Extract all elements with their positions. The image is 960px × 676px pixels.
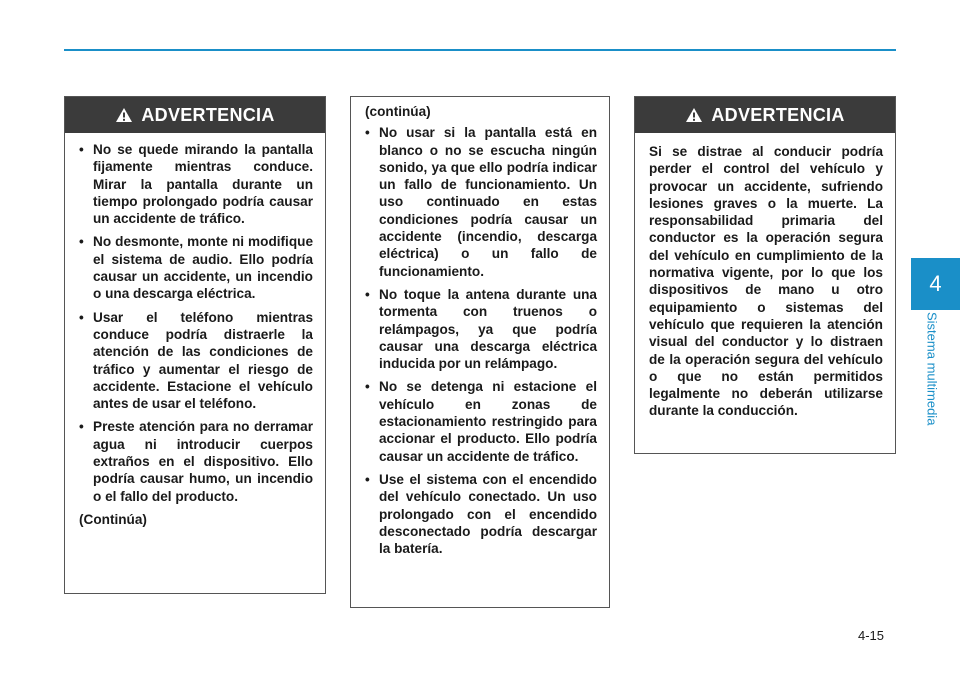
warning-header bbox=[65, 97, 325, 133]
warning-box-1 bbox=[64, 96, 326, 594]
warning-body bbox=[635, 133, 895, 420]
list-item: • No se quede mirando la pantalla fijamente mientras conduce. Mirar la pantalla durante un tiempo prolongado podría causar un accidente de tráfico. bbox=[79, 141, 313, 227]
warning-list bbox=[365, 124, 597, 557]
list-item: • No se detenga ni estacione el vehículo en zonas de estacionamiento restringido para accionar el producto. Ello podría causar un accidente de tráfico. bbox=[365, 378, 597, 464]
warning-header bbox=[635, 97, 895, 133]
continued-from-label: (continúa) bbox=[365, 104, 431, 119]
list-item: • No usar si la pantalla está en blanco o no se escucha ningún sonido, ya que ello podría indicar un fallo de funcionamiento. Un uso continuado en estas condiciones podría causar un accidente (incendio, descarga eléctrica) o un fallo de funcionamiento. bbox=[365, 124, 597, 280]
list-item: • Preste atención para no derramar agua ni introducir cuerpos extraños en el dispositivo. Ello podría causar humo, un incendio o el fallo del producto. bbox=[79, 418, 313, 504]
warning-body bbox=[65, 133, 325, 528]
list-item: • Usar el teléfono mientras conduce podría distraerle la atención de las condiciones de tráfico y aumentar el riesgo de accidente. Estacione el vehículo antes de usar el teléfono. bbox=[79, 309, 313, 413]
top-rule bbox=[64, 49, 896, 51]
warning-triangle-icon bbox=[685, 107, 703, 123]
chapter-title: Sistema multimedia bbox=[924, 312, 940, 426]
continued-label: (Continúa) bbox=[79, 511, 147, 527]
list-item: • No desmonte, monte ni modifique el sistema de audio. Ello podría causar un accidente, un incendio o una descarga eléctrica. bbox=[79, 233, 313, 302]
chapter-tab bbox=[911, 258, 960, 310]
warning-list bbox=[79, 141, 313, 505]
warning-body bbox=[351, 97, 609, 557]
warning-text: Si se distrae al conducir podría perder el control del vehículo y provocar un accidente, sufriendo lesiones graves o la muerte. La responsabilidad primaria del conductor es la operación segura del vehículo en cumplimiento de la normativa vigente, por lo que los dispositivos de mano u otro equipamiento o sistemas del vehículo que requieren la atención visual del conductor y lo distraen de la operación segura del vehículo o que no están permitidos legalmente no deberán utilizarse durante la conducción. bbox=[649, 144, 883, 419]
warning-box-2 bbox=[350, 96, 610, 608]
list-item: • Use el sistema con el encendido del vehículo conectado. Un uso prolongado con el encendido desconectado podría descargar la batería. bbox=[365, 471, 597, 557]
warning-box-3 bbox=[634, 96, 896, 454]
page-number: 4-15 bbox=[858, 628, 885, 643]
warning-header-label: ADVERTENCIA bbox=[711, 104, 845, 125]
warning-header-label: ADVERTENCIA bbox=[141, 104, 275, 125]
warning-triangle-icon bbox=[115, 107, 133, 123]
list-item: • No toque la antena durante una tormenta con truenos o relámpagos, ya que podría causar una descarga eléctrica inducida por un relámpago. bbox=[365, 286, 597, 372]
chapter-number: 4 bbox=[929, 271, 942, 296]
